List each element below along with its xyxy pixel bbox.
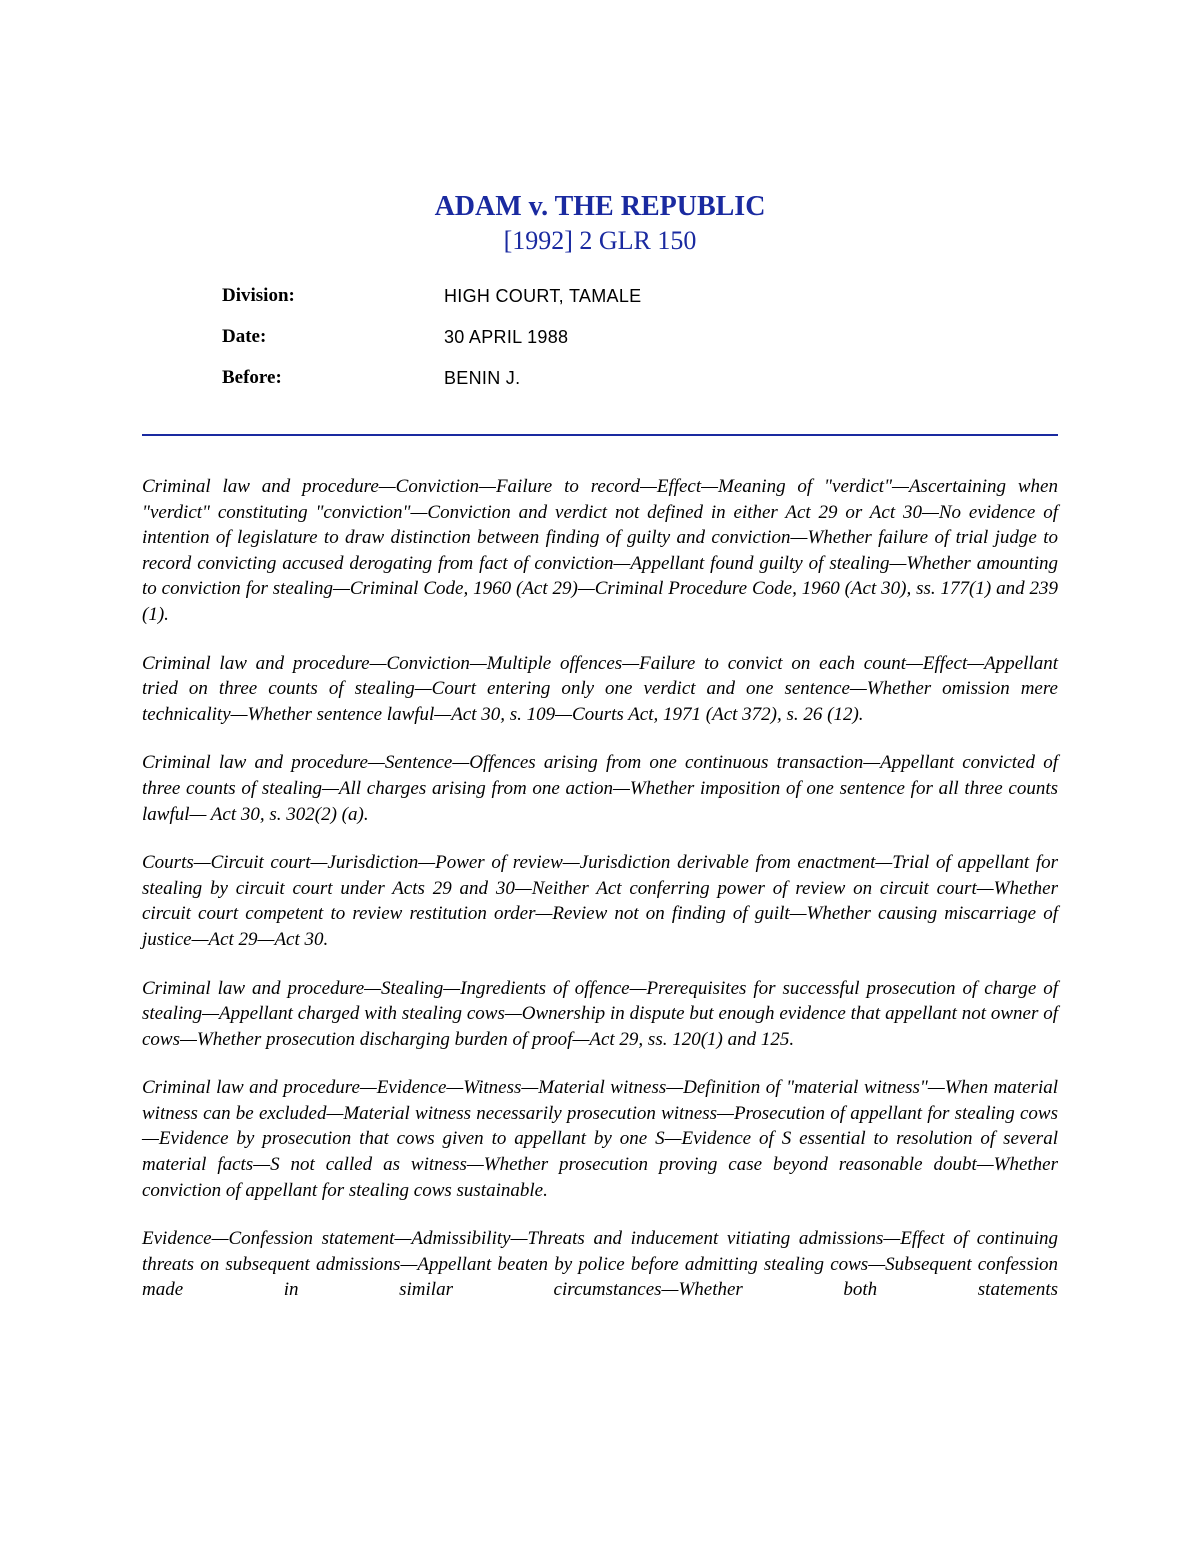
before-value: BENIN J. [444,368,521,388]
division-value: HIGH COURT, TAMALE [444,286,642,306]
date-value: 30 APRIL 1988 [444,327,569,347]
headnote-paragraph: Criminal law and procedure—Conviction—Multiple offences—Failure to convict on each count—Effect—Appellant tried on three counts of stealing—Court entering only one verdict and one sentence—Whether omission mere technicality—Whether sentence lawful—Act 30, s. 109—Courts Act, 1971 (Act 372), s. 26 (12). [142,652,1058,725]
headnote-paragraph: Criminal law and procedure—Sentence—Offences arising from one continuous transaction—Appellant convicted of three counts of stealing—All charges arising from one action—Whether imposition of one sentence for all three counts lawful— Act 30, s. 302(2) (a). [142,752,1058,825]
meta-row-division [222,282,1022,323]
meta-row-before [222,364,1022,405]
case-title: ADAM v. THE REPUBLIC [434,191,766,222]
headnote-paragraph: Criminal law and procedure—Conviction—Failure to record—Effect—Meaning of "verdict"—Ascertaining when "verdict" constituting "conviction"—Conviction and verdict not defined in either Act 29 or Act 30—No evidence of intention of legislature to draw distinction between finding of guilty and conviction—Whether failure of trial judge to record convicting accused derogating from fact of conviction—Appellant found guilty of stealing—Whether amounting to conviction for stealing—Criminal Code, 1960 (Act 29)—Criminal Procedure Code, 1960 (Act 30), ss. 177(1) and 239 (1). [142,476,1058,625]
header-divider [142,434,1058,436]
headnote-paragraph: Evidence—Confession statement—Admissibility—Threats and inducement vitiating admissions—Effect of continuing threats on subsequent admissions—Appellant beaten by police before admitting stealing cows—Subsequent confession made in similar circumstances—Whether both statements [142,1228,1058,1301]
division-label: Division: [222,285,295,306]
headnote-paragraph: Criminal law and procedure—Stealing—Ingredients of offence—Prerequisites for successful prosecution of charge of stealing—Appellant charged with stealing cows—Ownership in dispute but enough evidence that appellant not owner of cows—Whether prosecution discharging burden of proof—Act 29, ss. 120(1) and 125. [142,977,1058,1050]
headnote-paragraph: Courts—Circuit court—Jurisdiction—Power of review—Jurisdiction derivable from enactment—Trial of appellant for stealing by circuit court under Acts 29 and 30—Neither Act conferring power of review on circuit court—Whether circuit court competent to review restitution order—Review not on finding of guilt—Whether causing miscarriage of justice—Act 29—Act 30. [142,852,1058,950]
date-label: Date: [222,326,267,347]
case-citation: [1992] 2 GLR 150 [503,226,697,255]
headnote-paragraph: Criminal law and procedure—Evidence—Witness—Material witness—Definition of "material witness"—When material witness can be excluded—Material witness necessarily prosecution witness—Prosecution of appellant for stealing cows—Evidence by prosecution that cows given to appellant by one S—Evidence of S essential to resolution of several material facts—S not called as witness—Whether prosecution proving case beyond reasonable doubt—Whether conviction of appellant for stealing cows sustainable. [142,1077,1058,1201]
before-label: Before: [222,367,282,388]
case-metadata [222,282,1022,405]
headnotes [142,474,1058,1326]
meta-row-date [222,323,1022,364]
